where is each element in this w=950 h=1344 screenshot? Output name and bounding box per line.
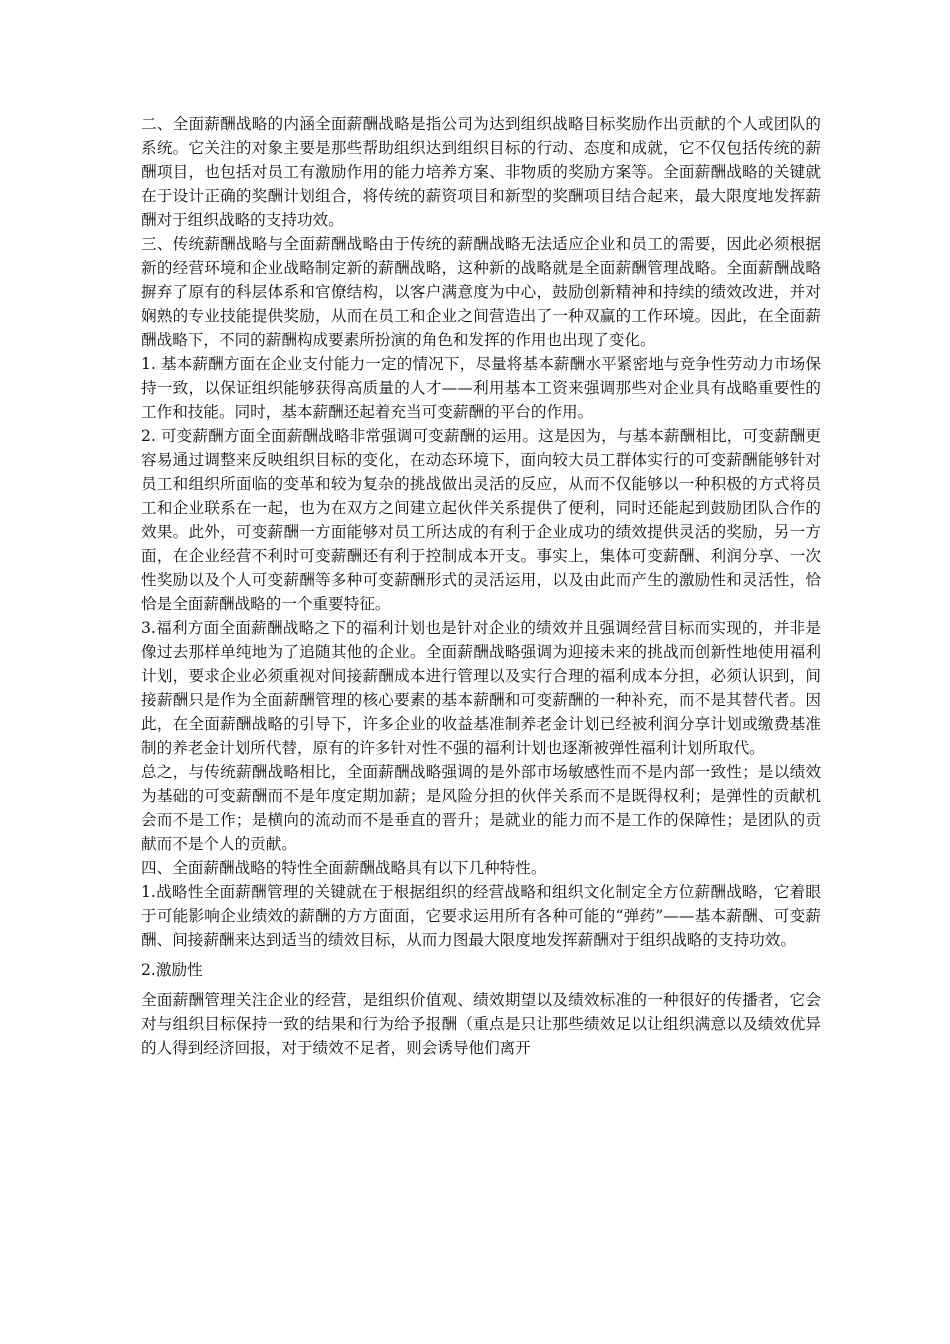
paragraph-strategic: 1.战略性全面薪酬管理的关键就在于根据组织的经营战略和组织文化制定全方位薪酬战略，它着眼于可能影响企业绩效的薪酬的方方面面，它要求运用所有各种可能的“弹药”——基本薪酬、可变薪酬、间接薪酬来达到适当的绩效目标，从而力图最大限度地发挥薪酬对于组织战略的支持功效。 [141, 883, 821, 949]
paragraph-summary: 总之，与传统薪酬战略相比，全面薪酬战略强调的是外部市场敏感性而不是内部一致性；是以绩效为基础的可变薪酬而不是年度定期加薪；是风险分担的伙伴关系而不是既得权利；是弹性的贡献机会而不是工作；是横向的流动而不是垂直的晋升；是就业的能力而不是工作的保障性；是团队的贡献而不是个人的贡献。 [141, 763, 821, 853]
paragraph-characteristics-heading: 四、全面薪酬战略的特性全面薪酬战略具有以下几种特性。 [141, 859, 547, 877]
paragraph-benefits: 3.福利方面全面薪酬战略之下的福利计划也是针对企业的绩效并且强调经营目标而实现的，并非是像过去那样单纯地为了追随其他的企业。全面薪酬战略强调为迎接未来的挑战而创新性地使用福利计划，要求企业必须重视对间接薪酬成本进行管理以及实行合理的福利成本分担，必须认识到，间接薪酬只是作为全面薪酬管理的核心要素的基本薪酬和可变薪酬的一种补充，而不是其替代者。因此，在全面薪酬战略的引导下，许多企业的收益基准制养老金计划已经被利润分享计划或缴费基准制的养老金计划所代替，原有的许多针对性不强的福利计划也逐渐被弹性福利计划所取代。 [141, 619, 821, 757]
paragraph-traditional-vs-total: 三、传统薪酬战略与全面薪酬战略由于传统的薪酬战略无法适应企业和员工的需要，因此必须根据新的经营环境和企业战略制定新的薪酬战略，这种新的战略就是全面薪酬管理战略。全面薪酬战略摒弃了原有的科层体系和官僚结构，以客户满意度为中心，鼓励创新精神和持续的绩效改进，并对娴熟的专业技能提供奖励，从而在员工和企业之间营造出了一种双赢的工作环境。因此，在全面薪酬战略下，不同的薪酬构成要素所扮演的角色和发挥的作用也出现了变化。 [141, 235, 821, 349]
document-body [141, 112, 821, 1060]
paragraph-base-pay: 1. 基本薪酬方面在企业支付能力一定的情况下，尽量将基本薪酬水平紧密地与竞争性劳动力市场保持一致，以保证组织能够获得高质量的人才——利用基本工资来强调那些对企业具有战略重要性的工作和技能。同时，基本薪酬还起着充当可变薪酬的平台的作用。 [141, 355, 821, 421]
paragraph-incentive: 全面薪酬管理关注企业的经营，是组织价值观、绩效期望以及绩效标准的一种很好的传播者，它会对与组织目标保持一致的结果和行为给予报酬（重点是只让那些绩效足以让组织满意以及绩效优异的人得到经济回报，对于绩效不足者，则会诱导他们离开 [141, 991, 821, 1057]
paragraph-incentive-heading: 2.激励性 [141, 961, 203, 979]
paragraph-connotation: 二、全面薪酬战略的内涵全面薪酬战略是指公司为达到组织战略目标奖励作出贡献的个人或团队的系统。它关注的对象主要是那些帮助组织达到组织目标的行动、态度和成就，它不仅包括传统的薪酬项目，也包括对员工有激励作用的能力培养方案、非物质的奖励方案等。全面薪酬战略的关键就在于设计正确的奖酬计划组合，将传统的薪资项目和新型的奖酬项目结合起来，最大限度地发挥薪酬对于组织战略的支持功效。 [141, 115, 821, 229]
paragraph-variable-pay: 2. 可变薪酬方面全面薪酬战略非常强调可变薪酬的运用。这是因为，与基本薪酬相比，可变薪酬更容易通过调整来反映组织目标的变化，在动态环境下，面向较大员工群体实行的可变薪酬能够针对员工和组织所面临的变革和较为复杂的挑战做出灵活的反应，从而不仅能够以一种积极的方式将员工和企业联系在一起，也为在双方之间建立起伙伴关系提供了便利，同时还能起到鼓励团队合作的效果。此外，可变薪酬一方面能够对员工所达成的有利于企业成功的绩效提供灵活的奖励，另一方面，在企业经营不利时可变薪酬还有利于控制成本开支。事实上，集体可变薪酬、利润分享、一次性奖励以及个人可变薪酬等多种可变薪酬形式的灵活运用，以及由此而产生的激励性和灵活性，恰恰是全面薪酬战略的一个重要特征。 [141, 427, 821, 613]
